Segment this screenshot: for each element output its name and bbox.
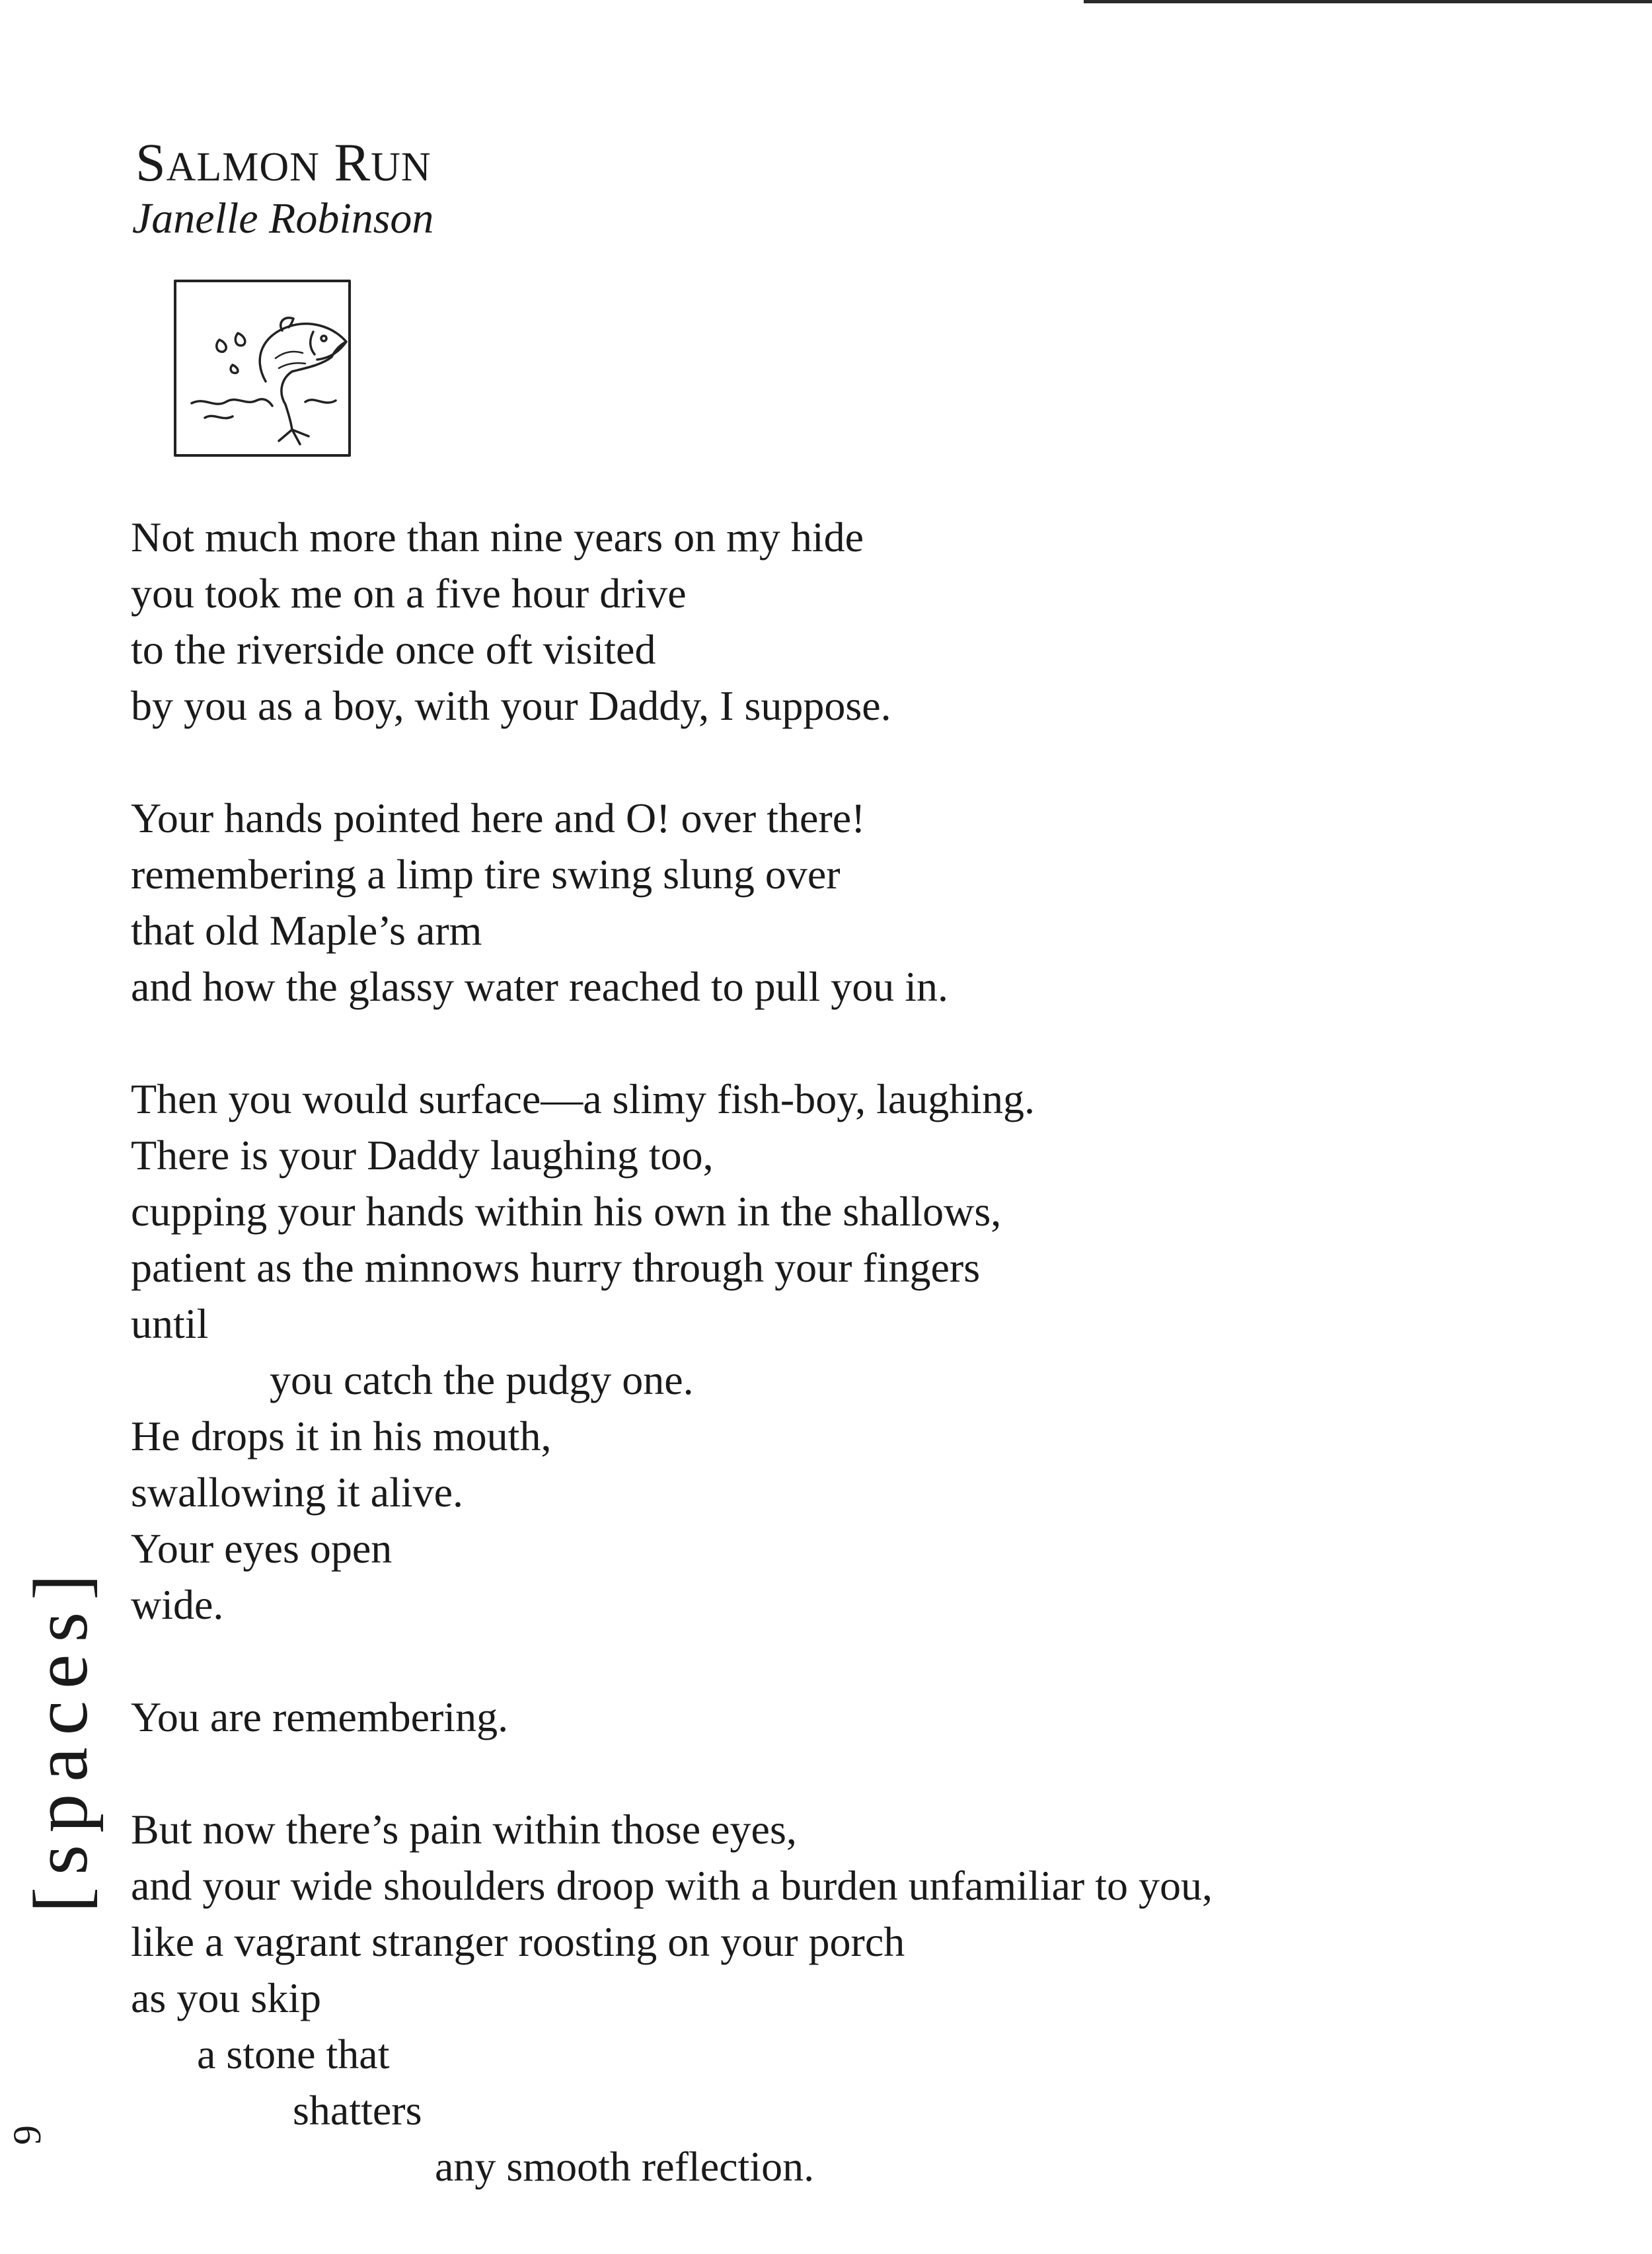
poem-line: as you skip xyxy=(131,1974,321,2021)
poem-line: wide. xyxy=(131,1581,224,1628)
poem-line: until xyxy=(131,1300,209,1347)
poem-line: patient as the minnows hurry through your fingers xyxy=(131,1244,981,1291)
poem-line: and how the glassy water reached to pull you in. xyxy=(131,963,948,1010)
poem-line: cupping your hands within his own in the shallows, xyxy=(131,1188,1002,1235)
poem-line: There is your Daddy laughing too, xyxy=(131,1132,714,1179)
poem-line: Then you would surface—a slimy fish-boy, laughing. xyxy=(131,1075,1035,1122)
poem-author: Janelle Robinson xyxy=(132,194,434,243)
page-number: 9 xyxy=(5,2125,49,2145)
poem-title xyxy=(135,132,432,192)
stanza-break xyxy=(131,1015,1213,1071)
poem-line: swallowing it alive. xyxy=(131,1469,464,1516)
title-initial-s: S xyxy=(135,132,167,192)
title-rest-un: UN xyxy=(371,145,432,190)
leaping-salmon-icon xyxy=(173,279,352,457)
poem-line-indented: you catch the pudgy one. xyxy=(270,1356,694,1403)
poem-line: Your hands pointed here and O! over there! xyxy=(131,795,866,841)
poem-line: Not much more than nine years on my hide xyxy=(131,514,864,561)
poem-line: You are remembering. xyxy=(131,1693,509,1740)
title-rest-almon: ALMON xyxy=(166,145,320,190)
poem-line: like a vagrant stranger roosting on your porch xyxy=(131,1918,905,1965)
poem-line: you took me on a five hour drive xyxy=(131,570,687,617)
stanza-break xyxy=(131,1633,1213,1689)
top-rule xyxy=(1084,0,1652,3)
poem-line: Your eyes open xyxy=(131,1525,393,1572)
poem-line: by you as a boy, with your Daddy, I suppose. xyxy=(131,682,891,729)
poem-line: and your wide shoulders droop with a burden unfamiliar to you, xyxy=(131,1862,1213,1909)
stanza-break xyxy=(131,1745,1213,1801)
stanza-break xyxy=(131,734,1213,790)
poem-body xyxy=(131,509,1213,2195)
poem-line: to the riverside once oft visited xyxy=(131,626,656,673)
side-section-label: [spaces] xyxy=(17,1562,104,1913)
poem-line: But now there’s pain within those eyes, xyxy=(131,1806,797,1853)
poem-line: remembering a limp tire swing slung over xyxy=(131,851,841,898)
poem-line-indented: any smooth reflection. xyxy=(435,2143,815,2190)
poem-line-indented: a stone that xyxy=(197,2031,390,2078)
poem-line: He drops it in his mouth, xyxy=(131,1413,552,1459)
poem-line-indented: shatters xyxy=(293,2087,422,2134)
title-initial-r: R xyxy=(334,132,371,192)
poem-line: that old Maple’s arm xyxy=(131,907,482,954)
salmon-emblem xyxy=(173,279,352,457)
